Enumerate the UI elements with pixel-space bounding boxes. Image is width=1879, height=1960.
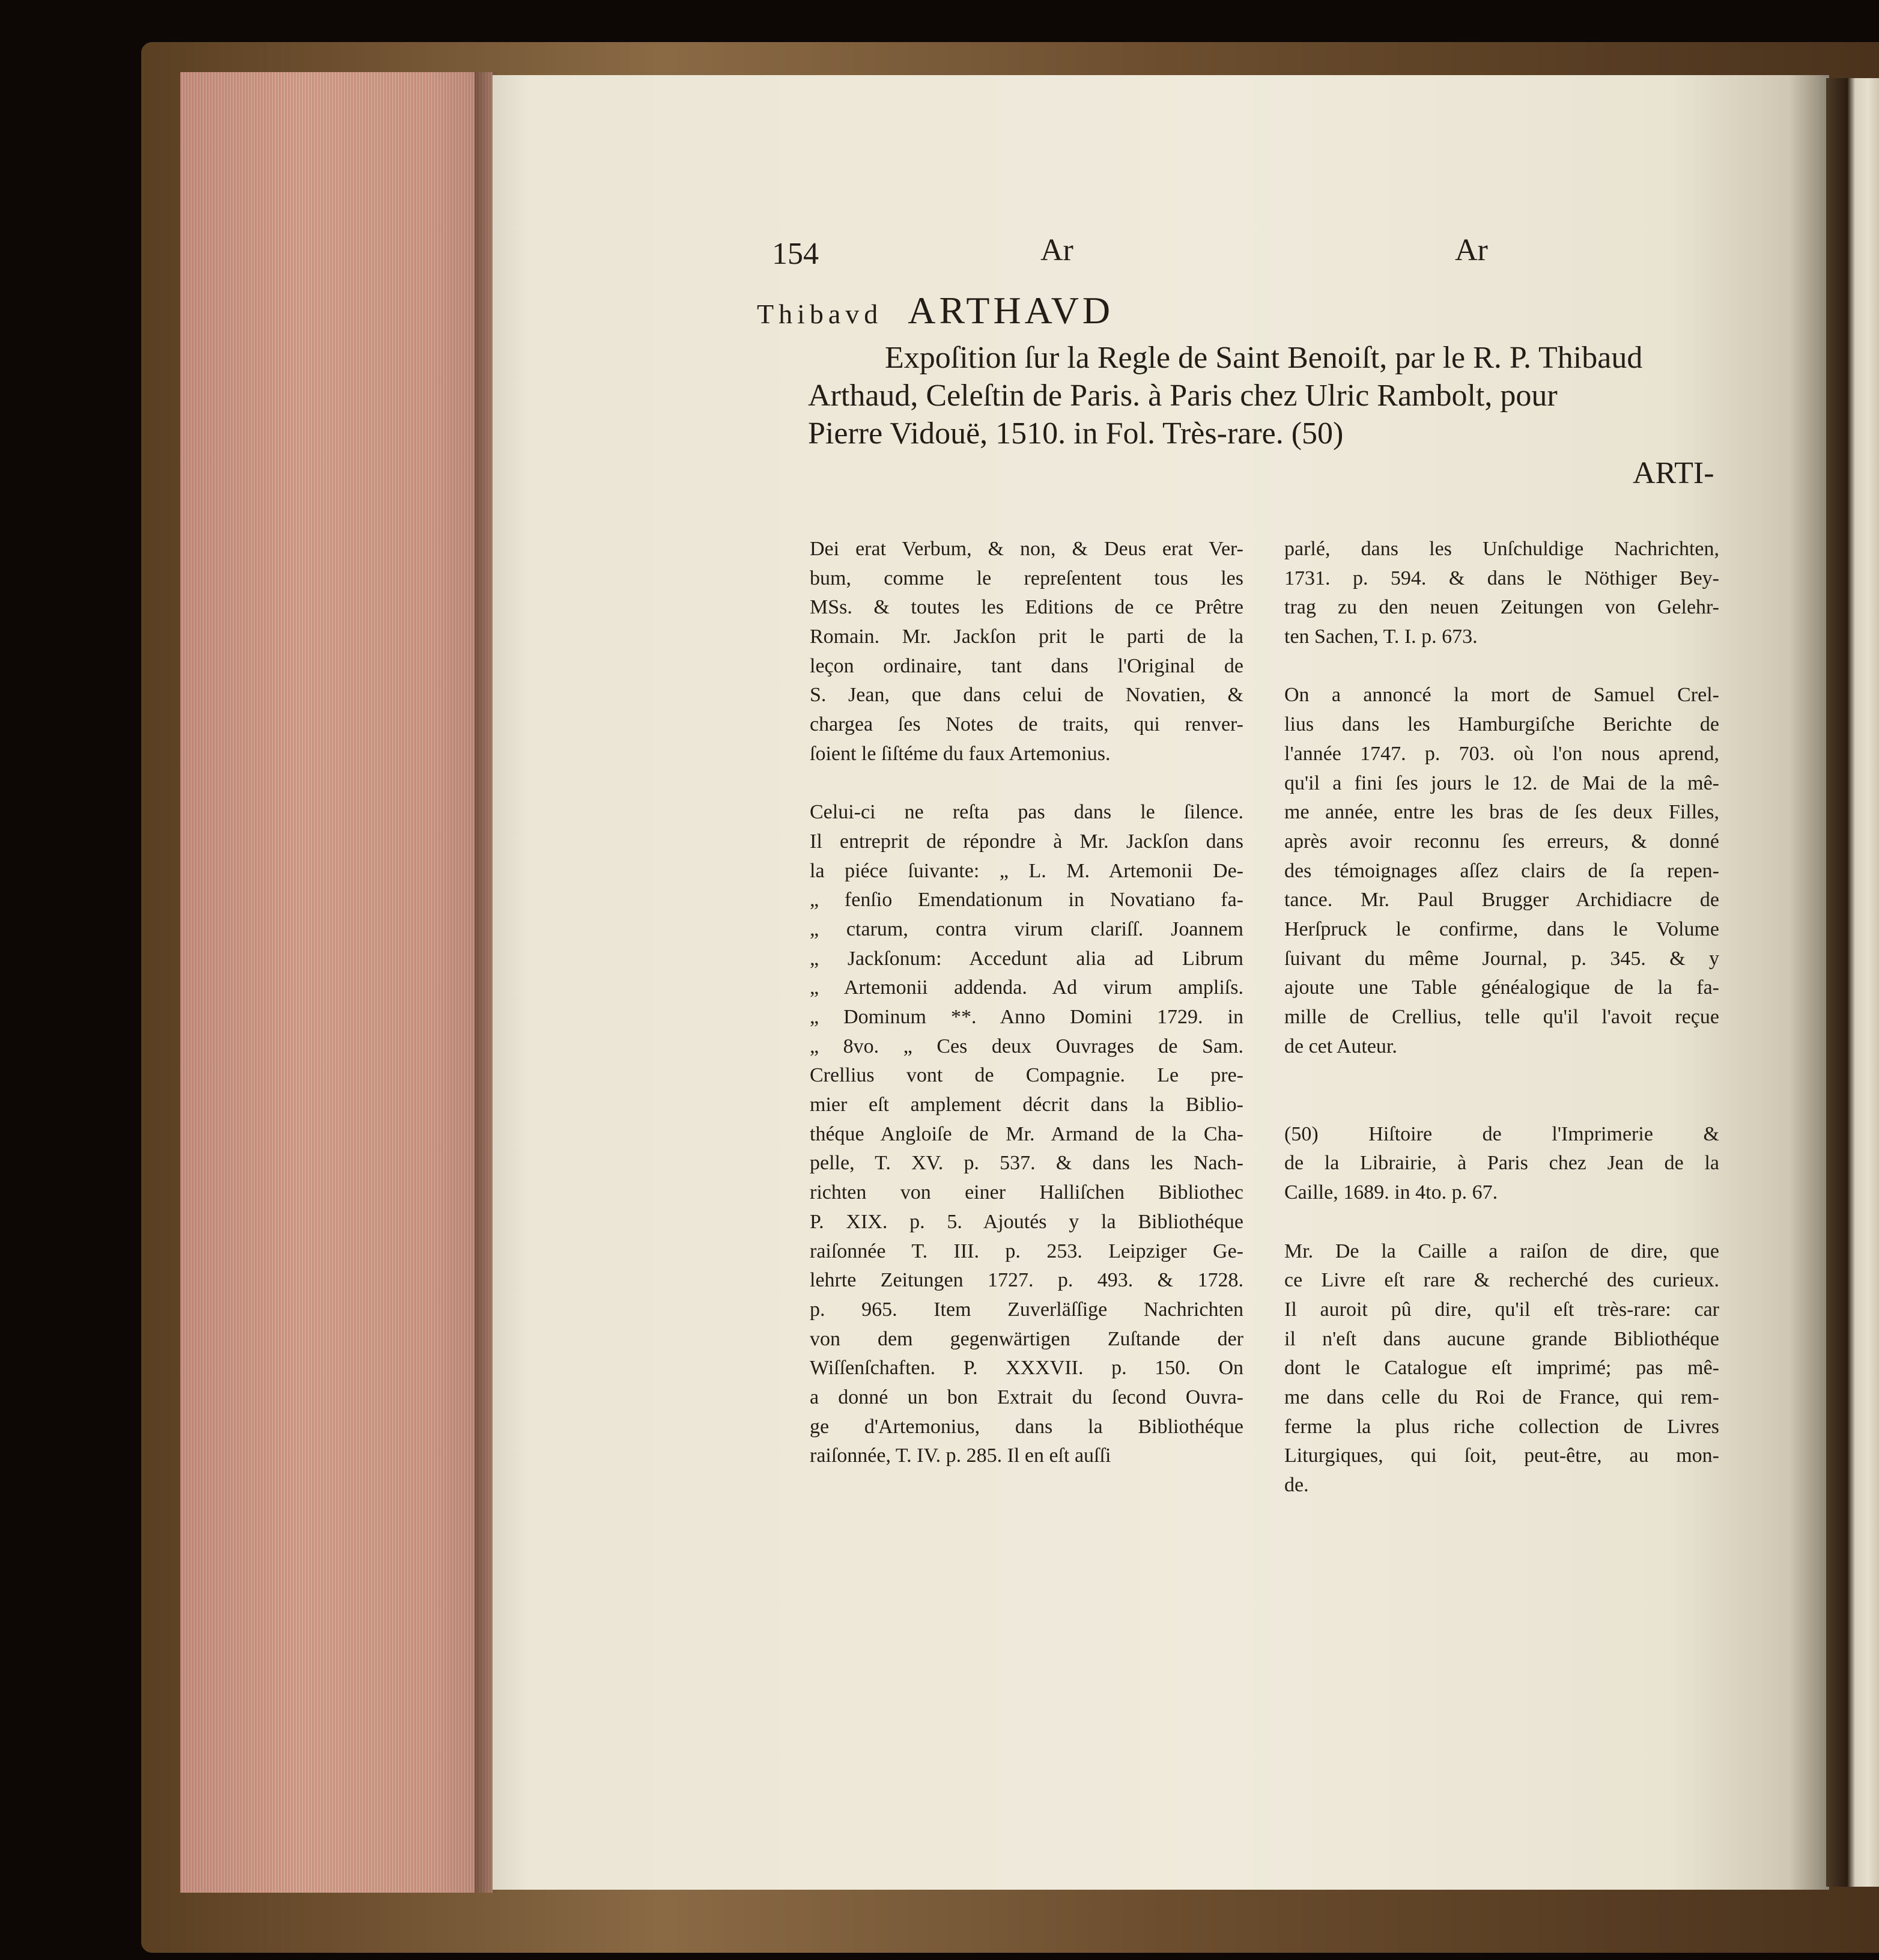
- entry-title-last: ARTHAVD: [908, 289, 1114, 332]
- text-line: [1284, 1208, 1719, 1237]
- text-line: richten von einer Halliſchen Bibliothec: [810, 1181, 1243, 1204]
- entry-title: [757, 288, 1114, 333]
- text-line: Il entreprit de répondre à Mr. Jackſon dans: [810, 830, 1243, 853]
- text-line: (50) Hiſtoire de l'Imprimerie &: [1284, 1122, 1719, 1145]
- text-line: ferme la plus riche collection de Livres: [1284, 1415, 1719, 1438]
- text-line: ge d'Artemonius, dans la Bibliothéque: [810, 1415, 1243, 1438]
- page-block-edge: [180, 72, 494, 1893]
- text-line: a donné un bon Extrait du ſecond Ouvra-: [810, 1386, 1243, 1408]
- text-line: pelle, T. XV. p. 537. & dans les Nach-: [810, 1152, 1243, 1175]
- entry-line-1: Expoſition ſur la Regle de Saint Benoiſt, par le R. P. Thibaud: [885, 341, 1643, 375]
- text-line: bum, comme le repreſentent tous les: [810, 567, 1243, 589]
- text-line: raiſonnée, T. IV. p. 285. Il en eſt auſſi: [810, 1444, 1111, 1467]
- text-line: 1731. p. 594. & dans le Nöthiger Bey-: [1284, 567, 1719, 589]
- text-line: de cet Auteur.: [1284, 1035, 1397, 1058]
- text-line: „ Jackſonum: Accedunt alia ad Librum: [810, 947, 1243, 970]
- text-line: S. Jean, que dans celui de Novatien, &: [810, 684, 1243, 707]
- text-line: „ Dominum **. Anno Domini 1729. in: [810, 1006, 1243, 1028]
- text-line: ſoient le ſiſtéme du faux Artemonius.: [810, 742, 1111, 765]
- text-line: Celui-ci ne reſta pas dans le ſilence.: [810, 801, 1243, 824]
- text-line: mille de Crellius, telle qu'il l'avoit reçue: [1284, 1006, 1719, 1028]
- text-line: parlé, dans les Unſchuldige Nachrichten,: [1284, 538, 1719, 560]
- page: [493, 75, 1829, 1890]
- text-line: lehrte Zeitungen 1727. p. 493. & 1728.: [810, 1269, 1243, 1292]
- text-line: de.: [1284, 1474, 1309, 1496]
- text-line: MSs. & toutes les Editions de ce Prêtre: [810, 596, 1243, 619]
- text-line: mier eſt amplement décrit dans la Biblio-: [810, 1094, 1243, 1116]
- text-line: raiſonnée T. III. p. 253. Leipziger Ge-: [810, 1240, 1243, 1262]
- text-line: chargea ſes Notes de traits, qui renver-: [810, 713, 1243, 736]
- text-line: Dei erat Verbum, & non, & Deus erat Ver-: [810, 538, 1243, 560]
- left-column: [810, 535, 1243, 1471]
- text-line: p. 965. Item Zuverläſſige Nachrichten: [810, 1298, 1243, 1321]
- page-number: 154: [772, 237, 819, 271]
- text-line: Wiſſenſchaften. P. XXXVII. p. 150. On: [810, 1357, 1243, 1380]
- text-line: des témoignages aſſez clairs de ſa repen-: [1284, 859, 1719, 882]
- text-line: qu'il a fini ſes jours le 12. de Mai de la mê-: [1284, 772, 1719, 794]
- text-line: P. XIX. p. 5. Ajoutés y la Bibliothéque: [810, 1210, 1243, 1233]
- text-line: „ ctarum, contra virum clariſſ. Joannem: [810, 918, 1243, 940]
- text-line: [1284, 652, 1719, 681]
- text-line: „ Artemonii addenda. Ad virum ampliſs.: [810, 976, 1243, 999]
- text-line: tance. Mr. Paul Brugger Archidiacre de: [1284, 889, 1719, 912]
- text-line: „ 8vo. „ Ces deux Ouvrages de Sam.: [810, 1035, 1243, 1058]
- text-line: la piéce ſuivante: „ L. M. Artemonii De-: [810, 859, 1243, 882]
- text-line: me année, entre les bras de ſes deux Filles,: [1284, 801, 1719, 824]
- entry-title-first: Thibavd: [757, 299, 883, 329]
- text-line: Romain. Mr. Jackſon prit le parti de la: [810, 625, 1243, 648]
- text-line: ce Livre eſt rare & recherché des curieux.: [1284, 1269, 1719, 1292]
- text-line: me dans celle du Roi de France, qui rem-: [1284, 1386, 1719, 1408]
- text-line: l'année 1747. p. 703. où l'on nous aprend,: [1284, 742, 1719, 765]
- text-line: von dem gegenwärtigen Zuſtande der: [810, 1327, 1243, 1350]
- text-line: leçon ordinaire, tant dans l'Original de: [810, 654, 1243, 677]
- text-line: Crellius vont de Compagnie. Le pre-: [810, 1064, 1243, 1087]
- catchword: ARTI-: [1633, 456, 1714, 490]
- text-line: „ fenſio Emendationum in Novatiano fa-: [810, 889, 1243, 912]
- text-line: théque Angloiſe de Mr. Armand de la Cha-: [810, 1122, 1243, 1145]
- entry-line-3: Pierre Vidouë, 1510. in Fol. Très-rare. (50): [808, 416, 1344, 451]
- text-line: dont le Catalogue eſt imprimé; pas mê-: [1284, 1357, 1719, 1380]
- text-line: ten Sachen, T. I. p. 673.: [1284, 625, 1478, 648]
- text-line: Herſpruck le confirme, dans le Volume: [1284, 918, 1719, 940]
- text-line: Liturgiques, qui ſoit, peut-être, au mon-: [1284, 1444, 1719, 1467]
- text-line: de la Librairie, à Paris chez Jean de la: [1284, 1152, 1719, 1175]
- text-line: après avoir reconnu ſes erreurs, & donné: [1284, 830, 1719, 853]
- text-line: [810, 769, 1243, 799]
- text-line: Mr. De la Caille a raiſon de dire, que: [1284, 1240, 1719, 1262]
- text-line: [1284, 1091, 1719, 1120]
- text-line: Caille, 1689. in 4to. p. 67.: [1284, 1181, 1498, 1204]
- text-line: trag zu den neuen Zeitungen von Gelehr-: [1284, 596, 1719, 619]
- text-line: ajoute une Table généalogique de la fa-: [1284, 976, 1719, 999]
- text-line: Il auroit pû dire, qu'il eſt très-rare: car: [1284, 1298, 1719, 1321]
- text-line: ſuivant du même Journal, p. 345. & y: [1284, 947, 1719, 970]
- running-head-right: Ar: [1455, 233, 1488, 267]
- entry-line-2: Arthaud, Celeſtin de Paris. à Paris chez Ulric Rambolt, pour: [808, 379, 1558, 413]
- text-line: lius dans les Hamburgiſche Berichte de: [1284, 713, 1719, 736]
- facing-page-edge: [1826, 78, 1879, 1887]
- right-column: [1284, 535, 1719, 1500]
- text-line: [1284, 1061, 1719, 1091]
- text-line: On a annoncé la mort de Samuel Crel-: [1284, 684, 1719, 707]
- running-head-left: Ar: [1040, 233, 1073, 267]
- text-line: il n'eſt dans aucune grande Bibliothéque: [1284, 1327, 1719, 1350]
